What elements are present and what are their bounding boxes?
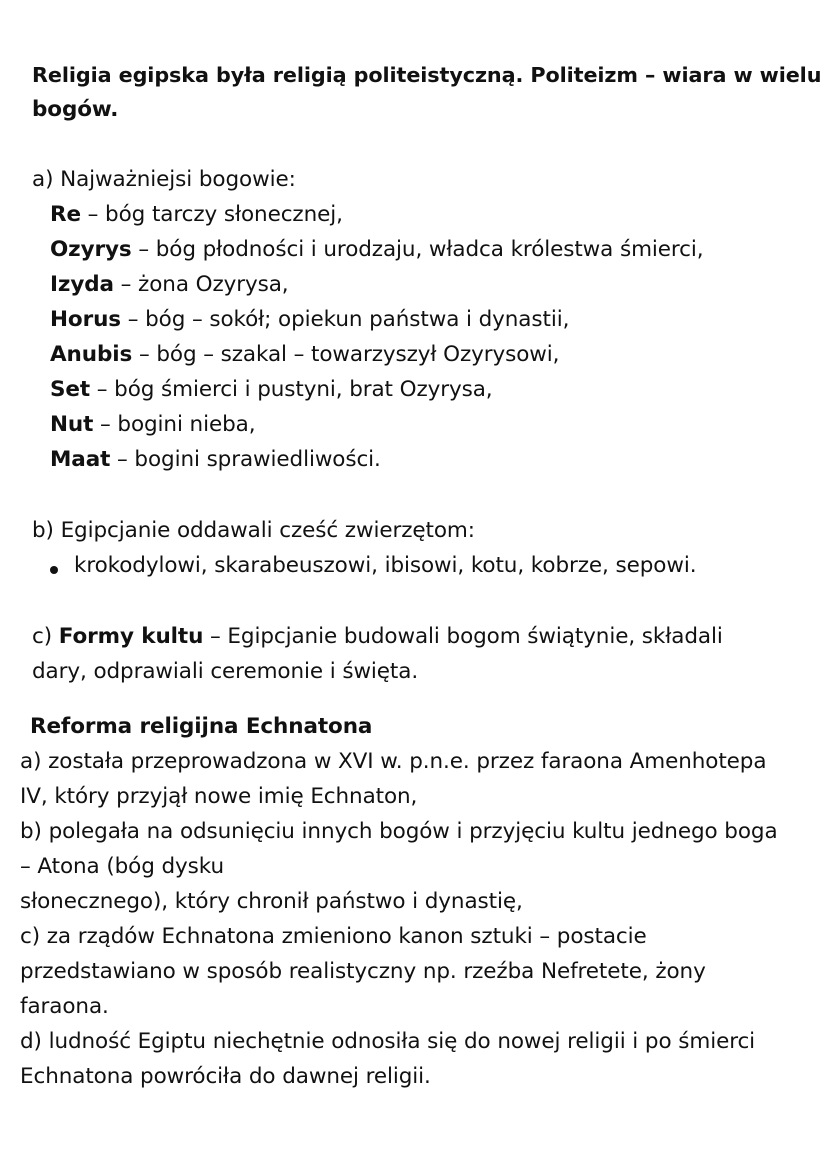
bullet-dot-icon: [50, 566, 58, 574]
reform-line: b) polegała na odsunięciu innych bogów i przyjęciu kultu jednego boga: [20, 819, 778, 844]
section-c-line-1: [32, 624, 723, 650]
section-c-line-2: dary, odprawiali ceremonie i święta.: [32, 659, 419, 684]
god-description: – bogini nieba,: [93, 412, 256, 437]
reform-title: Reforma religijna Echnatona: [30, 714, 373, 739]
section-a-heading: a) Najważniejsi bogowie:: [32, 167, 296, 192]
section-c-prefix: c): [32, 624, 59, 649]
section-b-heading: b) Egipcjanie oddawali cześć zwierzętom:: [32, 518, 475, 543]
god-entry: [50, 272, 289, 298]
god-description: – żona Ozyrysa,: [113, 272, 289, 297]
reform-line: d) ludność Egiptu niechętnie odnosiła się do nowej religii i po śmierci: [20, 1029, 756, 1054]
god-entry: [50, 202, 343, 228]
god-name: Izyda: [50, 272, 114, 297]
reform-line: przedstawiano w sposób realistyczny np. rzeźba Nefretete, żony: [20, 959, 706, 984]
god-description: – bóg tarczy słonecznej,: [80, 202, 343, 227]
god-name: Horus: [50, 307, 121, 332]
god-description: – bóg – sokół; opiekun państwa i dynastii,: [120, 307, 570, 332]
god-description: – bóg śmierci i pustyni, brat Ozyrysa,: [90, 377, 493, 402]
god-entry: [50, 447, 381, 473]
reform-line: – Atona (bóg dysku: [20, 854, 224, 879]
god-name: Nut: [50, 412, 94, 437]
god-name: Anubis: [50, 342, 133, 367]
god-entry: [50, 237, 704, 263]
reform-line: c) za rządów Echnatona zmieniono kanon sztuki – postacie: [20, 924, 647, 949]
god-description: – bóg płodności i urodzaju, władca królestwa śmierci,: [131, 237, 704, 262]
god-description: – bogini sprawiedliwości.: [110, 447, 381, 472]
section-c-bold: Formy kultu: [58, 624, 204, 649]
animal-list: krokodylowi, skarabeuszowi, ibisowi, kotu, kobrze, sepowi.: [74, 553, 697, 578]
god-entry: [50, 377, 493, 403]
intro-line-1: Religia egipska była religią politeistyczną. Politeizm – wiara w wielu: [32, 63, 822, 87]
reform-line: Echnatona powróciła do dawnej religii.: [20, 1064, 431, 1089]
reform-line: słonecznego), który chronił państwo i dynastię,: [20, 889, 523, 914]
god-name: Set: [50, 377, 91, 402]
god-name: Re: [50, 202, 81, 227]
god-name: Maat: [50, 447, 111, 472]
reform-line: IV, który przyjął nowe imię Echnaton,: [20, 784, 418, 809]
intro-line-2: bogów.: [32, 97, 119, 122]
reform-line: faraona.: [20, 994, 109, 1019]
god-entry: [50, 307, 569, 333]
reform-line: a) została przeprowadzona w XVI w. p.n.e. przez faraona Amenhotepa: [20, 749, 767, 774]
god-description: – bóg – szakal – towarzyszył Ozyrysowi,: [132, 342, 560, 367]
god-name: Ozyrys: [50, 237, 132, 262]
god-entry: [50, 412, 255, 438]
god-entry: [50, 342, 559, 368]
section-c-text: – Egipcjanie budowali bogom świątynie, składali: [203, 624, 723, 649]
